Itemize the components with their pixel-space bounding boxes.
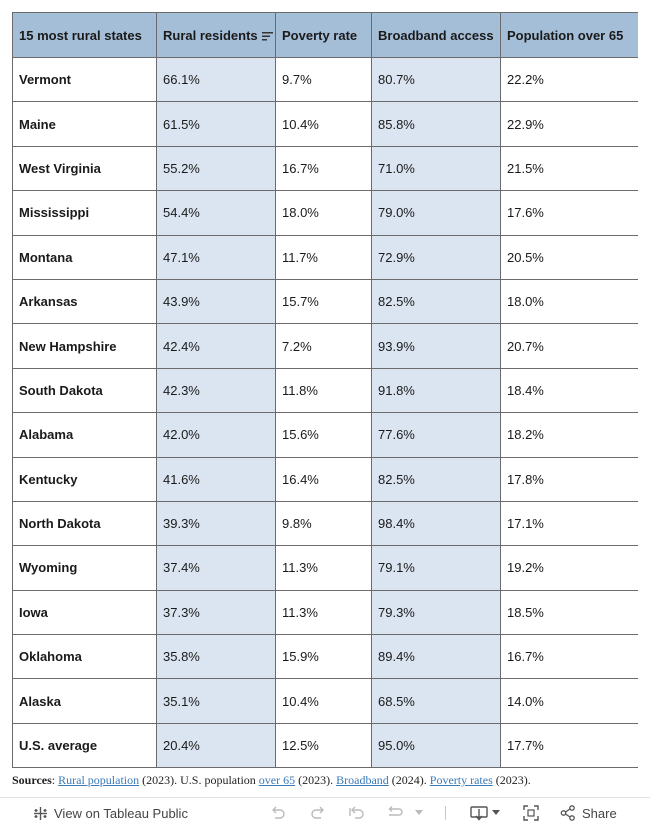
header-state-label: 15 most rural states bbox=[19, 27, 142, 43]
sources-colon: : bbox=[51, 773, 56, 787]
cell-poverty-rate: 11.7% bbox=[276, 235, 372, 279]
cell-population-over-65: 20.7% bbox=[501, 324, 638, 368]
link-rural-population[interactable]: Rural population bbox=[58, 773, 140, 787]
cell-population-over-65: 16.7% bbox=[501, 635, 638, 679]
cell-state: Alabama bbox=[13, 413, 157, 457]
header-row bbox=[13, 13, 638, 58]
table-row bbox=[13, 368, 638, 412]
download-button[interactable] bbox=[470, 798, 500, 828]
cell-state: West Virginia bbox=[13, 146, 157, 190]
sort-icon[interactable] bbox=[262, 30, 273, 41]
sources-text-3: (2024). bbox=[388, 773, 430, 787]
cell-state: North Dakota bbox=[13, 501, 157, 545]
cell-broadband-access: 71.0% bbox=[372, 146, 501, 190]
refresh-icon bbox=[386, 806, 404, 820]
cell-population-over-65: 18.5% bbox=[501, 590, 638, 634]
view-on-tableau-label: View on Tableau Public bbox=[54, 805, 188, 821]
cell-population-over-65: 22.9% bbox=[501, 102, 638, 146]
cell-poverty-rate: 7.2% bbox=[276, 324, 372, 368]
link-poverty-rates[interactable]: Poverty rates bbox=[429, 773, 493, 787]
cell-state: New Hampshire bbox=[13, 324, 157, 368]
cell-population-over-65: 17.8% bbox=[501, 457, 638, 501]
sources-label: Sources bbox=[12, 773, 52, 787]
cell-population-over-65: 22.2% bbox=[501, 58, 638, 102]
header-poverty-rate[interactable] bbox=[276, 13, 372, 58]
data-table-container bbox=[12, 12, 637, 768]
cell-poverty-rate: 16.7% bbox=[276, 146, 372, 190]
cell-broadband-access: 72.9% bbox=[372, 235, 501, 279]
refresh-dropdown[interactable] bbox=[415, 798, 423, 828]
cell-broadband-access: 82.5% bbox=[372, 279, 501, 323]
header-rural-residents[interactable] bbox=[157, 13, 276, 58]
table-row bbox=[13, 146, 638, 190]
cell-poverty-rate: 15.9% bbox=[276, 635, 372, 679]
cell-state: Montana bbox=[13, 235, 157, 279]
cell-broadband-access: 93.9% bbox=[372, 324, 501, 368]
cell-rural-residents: 47.1% bbox=[157, 235, 276, 279]
cell-poverty-rate: 18.0% bbox=[276, 191, 372, 235]
cell-state: Vermont bbox=[13, 58, 157, 102]
table-row bbox=[13, 279, 638, 323]
table-row bbox=[13, 635, 638, 679]
cell-broadband-access: 82.5% bbox=[372, 457, 501, 501]
cell-rural-residents: 41.6% bbox=[157, 457, 276, 501]
cell-state: U.S. average bbox=[13, 723, 157, 767]
cell-population-over-65: 21.5% bbox=[501, 146, 638, 190]
cell-population-over-65: 20.5% bbox=[501, 235, 638, 279]
share-icon bbox=[560, 805, 576, 821]
cell-poverty-rate: 11.3% bbox=[276, 546, 372, 590]
cell-poverty-rate: 15.7% bbox=[276, 279, 372, 323]
sources-note bbox=[12, 773, 531, 788]
table-row bbox=[13, 590, 638, 634]
cell-population-over-65: 17.6% bbox=[501, 191, 638, 235]
cell-rural-residents: 20.4% bbox=[157, 723, 276, 767]
undo-icon bbox=[270, 806, 286, 820]
cell-poverty-rate: 12.5% bbox=[276, 723, 372, 767]
download-dropdown-icon bbox=[492, 810, 500, 816]
download-icon bbox=[470, 805, 488, 821]
sources-text-2: (2023). bbox=[295, 773, 337, 787]
link-broadband[interactable]: Broadband bbox=[336, 773, 389, 787]
header-poverty-label: Poverty rate bbox=[282, 27, 358, 43]
view-on-tableau-button[interactable] bbox=[33, 798, 188, 828]
cell-rural-residents: 39.3% bbox=[157, 501, 276, 545]
table-row bbox=[13, 191, 638, 235]
header-broadband-access[interactable] bbox=[372, 13, 501, 58]
cell-broadband-access: 89.4% bbox=[372, 635, 501, 679]
rural-states-table bbox=[12, 12, 638, 768]
table-row bbox=[13, 235, 638, 279]
cell-broadband-access: 79.3% bbox=[372, 590, 501, 634]
header-state[interactable] bbox=[13, 13, 157, 58]
table-row bbox=[13, 501, 638, 545]
fullscreen-icon bbox=[523, 805, 539, 821]
header-pop65-label: Population over 65 bbox=[507, 27, 624, 43]
cell-state: Alaska bbox=[13, 679, 157, 723]
cell-poverty-rate: 11.8% bbox=[276, 368, 372, 412]
cell-broadband-access: 91.8% bbox=[372, 368, 501, 412]
cell-broadband-access: 80.7% bbox=[372, 58, 501, 102]
dropdown-icon bbox=[415, 810, 423, 816]
fullscreen-button[interactable] bbox=[523, 798, 539, 828]
cell-poverty-rate: 11.3% bbox=[276, 590, 372, 634]
tableau-logo-icon bbox=[33, 806, 48, 821]
sources-text-4: (2023). bbox=[492, 773, 531, 787]
cell-population-over-65: 17.1% bbox=[501, 501, 638, 545]
cell-state: Maine bbox=[13, 102, 157, 146]
table-row bbox=[13, 58, 638, 102]
cell-population-over-65: 14.0% bbox=[501, 679, 638, 723]
cell-broadband-access: 77.6% bbox=[372, 413, 501, 457]
cell-rural-residents: 37.3% bbox=[157, 590, 276, 634]
share-label: Share bbox=[582, 805, 617, 821]
cell-population-over-65: 18.0% bbox=[501, 279, 638, 323]
cell-rural-residents: 42.0% bbox=[157, 413, 276, 457]
cell-rural-residents: 35.8% bbox=[157, 635, 276, 679]
table-row bbox=[13, 457, 638, 501]
toolbar-divider bbox=[445, 806, 446, 820]
cell-rural-residents: 54.4% bbox=[157, 191, 276, 235]
table-row bbox=[13, 546, 638, 590]
cell-rural-residents: 42.4% bbox=[157, 324, 276, 368]
header-population-over-65[interactable] bbox=[501, 13, 638, 58]
header-rural-label: Rural residents bbox=[163, 27, 258, 43]
cell-broadband-access: 95.0% bbox=[372, 723, 501, 767]
cell-broadband-access: 68.5% bbox=[372, 679, 501, 723]
sources-text-1: (2023). U.S. population bbox=[139, 773, 259, 787]
cell-broadband-access: 98.4% bbox=[372, 501, 501, 545]
cell-state: Mississippi bbox=[13, 191, 157, 235]
share-button[interactable] bbox=[560, 798, 617, 828]
link-over-65[interactable]: over 65 bbox=[258, 773, 296, 787]
table-row bbox=[13, 723, 638, 767]
cell-broadband-access: 79.0% bbox=[372, 191, 501, 235]
cell-rural-residents: 55.2% bbox=[157, 146, 276, 190]
tableau-toolbar bbox=[0, 797, 650, 828]
revert-button[interactable] bbox=[348, 798, 366, 828]
cell-state: South Dakota bbox=[13, 368, 157, 412]
cell-poverty-rate: 16.4% bbox=[276, 457, 372, 501]
table-row bbox=[13, 324, 638, 368]
cell-state: Iowa bbox=[13, 590, 157, 634]
cell-poverty-rate: 9.7% bbox=[276, 58, 372, 102]
undo-button[interactable] bbox=[270, 798, 286, 828]
cell-rural-residents: 37.4% bbox=[157, 546, 276, 590]
redo-button[interactable] bbox=[310, 798, 326, 828]
cell-rural-residents: 42.3% bbox=[157, 368, 276, 412]
cell-broadband-access: 79.1% bbox=[372, 546, 501, 590]
cell-poverty-rate: 10.4% bbox=[276, 102, 372, 146]
cell-poverty-rate: 10.4% bbox=[276, 679, 372, 723]
cell-rural-residents: 66.1% bbox=[157, 58, 276, 102]
refresh-button[interactable] bbox=[386, 798, 404, 828]
cell-poverty-rate: 9.8% bbox=[276, 501, 372, 545]
cell-state: Oklahoma bbox=[13, 635, 157, 679]
cell-poverty-rate: 15.6% bbox=[276, 413, 372, 457]
cell-broadband-access: 85.8% bbox=[372, 102, 501, 146]
cell-rural-residents: 35.1% bbox=[157, 679, 276, 723]
cell-state: Kentucky bbox=[13, 457, 157, 501]
cell-population-over-65: 18.4% bbox=[501, 368, 638, 412]
cell-rural-residents: 61.5% bbox=[157, 102, 276, 146]
redo-icon bbox=[310, 806, 326, 820]
header-broadband-label: Broadband access bbox=[378, 27, 494, 43]
table-row bbox=[13, 102, 638, 146]
cell-population-over-65: 17.7% bbox=[501, 723, 638, 767]
table-row bbox=[13, 413, 638, 457]
cell-rural-residents: 43.9% bbox=[157, 279, 276, 323]
revert-icon bbox=[348, 806, 366, 820]
cell-population-over-65: 19.2% bbox=[501, 546, 638, 590]
cell-state: Wyoming bbox=[13, 546, 157, 590]
cell-population-over-65: 18.2% bbox=[501, 413, 638, 457]
cell-state: Arkansas bbox=[13, 279, 157, 323]
table-row bbox=[13, 679, 638, 723]
